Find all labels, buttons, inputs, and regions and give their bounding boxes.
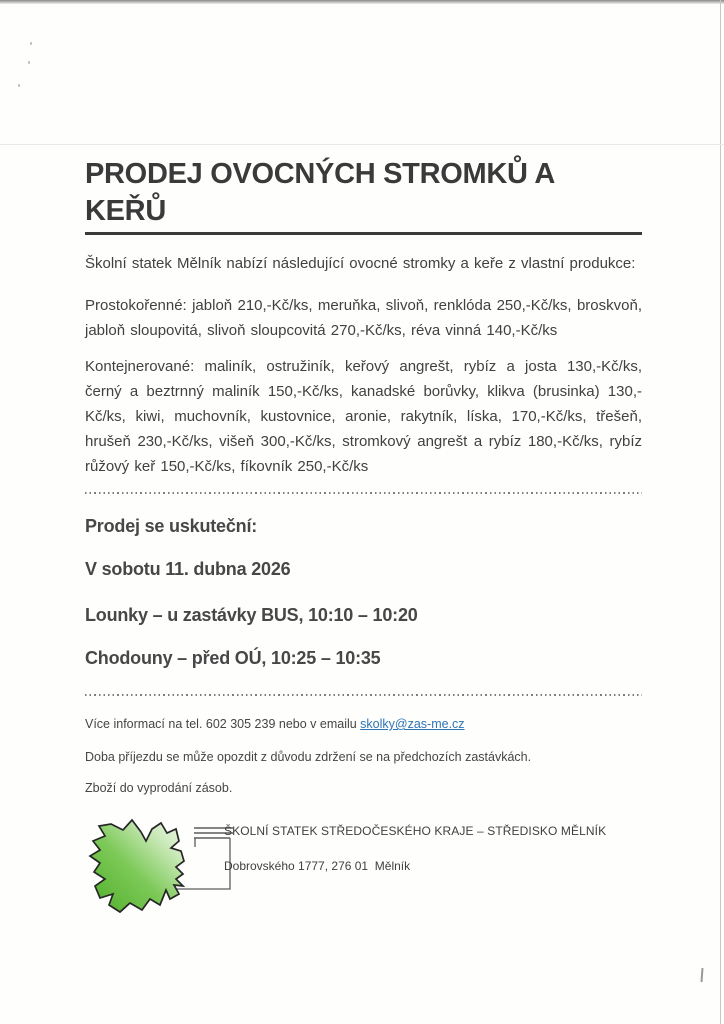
dotted-separator <box>85 694 642 696</box>
sale-heading: Prodej se uskuteční: <box>85 516 258 536</box>
organization-letterhead <box>82 815 642 923</box>
sale-date: V sobotu 11. dubna 2026 <box>85 559 291 579</box>
email-link[interactable]: skolky@zas-me.cz <box>360 717 465 731</box>
scan-artifact <box>720 0 721 1024</box>
flyer-content <box>85 0 642 796</box>
contact-note-text: Více informací na tel. 602 305 239 nebo v emailu <box>85 717 361 731</box>
page-title: PRODEJ OVOCNÝCH STROMKŮ A KEŘŮ <box>85 156 642 235</box>
delay-note: Doba příjezdu se může opozdit z důvodu zdržení se na předchozích zastávkách. <box>85 750 532 764</box>
dotted-separator <box>85 492 642 494</box>
green-region-icon <box>82 815 237 917</box>
offer-paragraph-bareroot: Prostokořenné: jabloň 210,-Kč/ks, meruňka, slivoň, renklóda 250,-Kč/ks, broskvoň, jabloň sloupovitá, slivoň sloupcovitá 270,-Kč/ks, réva vinná 140,-Kč/ks <box>85 297 642 339</box>
scan-artifact <box>30 42 32 45</box>
scan-artifact <box>28 61 30 64</box>
contact-note <box>85 716 642 732</box>
intro-paragraph: Školní statek Mělník nabízí následující ovocné stromky a keře z vlastní produkce: <box>85 255 636 272</box>
organization-name: ŠKOLNÍ STATEK STŘEDOČESKÉHO KRAJE – STŘEDISKO MĚLNÍK <box>224 824 607 838</box>
stock-note: Zboží do vyprodání zásob. <box>85 781 233 795</box>
organization-address: Dobrovského 1777, 276 01 Mělník <box>224 859 411 873</box>
offer-paragraph-container: Kontejnerované: maliník, ostružiník, keřový angrešt, rybíz a josta 130,-Kč/ks, černý a beztrnný maliník 150,-Kč/ks, kanadské borůvky, klikva (brusinka) 130,-Kč/ks, kiwi, muchovník, kustovnice, aronie, rakytník, líska, 170,-Kč/ks, třešeň, hrušeň 230,-Kč/ks, višeň 300,-Kč/ks, stromkový angrešt a rybíz 180,-Kč/ks, rybíz růžový keř 150,-Kč/ks, fíkovník 250,-Kč/ks <box>85 358 642 475</box>
sale-stop-lounky: Lounky – u zastávky BUS, 10:10 – 10:20 <box>85 605 418 625</box>
scan-artifact <box>701 968 703 982</box>
sale-stop-chodouny: Chodouny – před OÚ, 10:25 – 10:35 <box>85 648 381 668</box>
scan-artifact <box>18 84 20 87</box>
